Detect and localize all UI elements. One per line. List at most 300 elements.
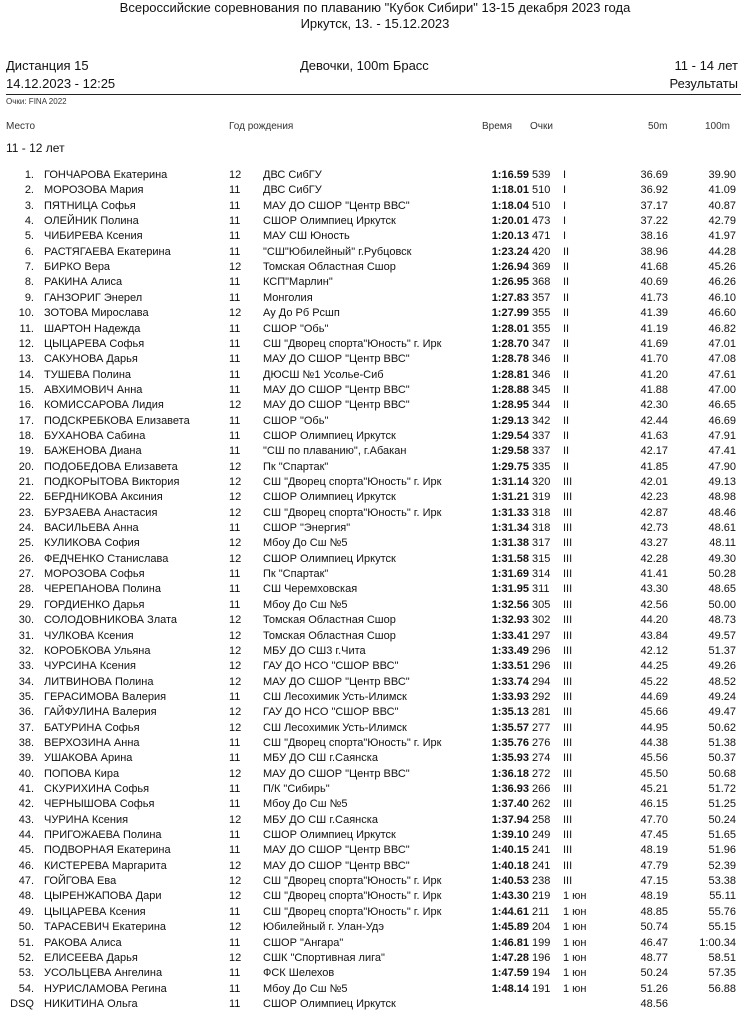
split-100m: 49.26 — [708, 660, 736, 673]
result-time: 1:28.78 — [452, 352, 529, 367]
split-100m: 47.90 — [708, 460, 736, 473]
split-50m: 48.19 — [640, 844, 668, 857]
rank-category: III — [563, 690, 573, 703]
rank-category: 1 юн — [563, 921, 587, 934]
rank-category: III — [563, 552, 573, 565]
rank-category: I — [563, 230, 567, 243]
table-row — [0, 536, 750, 551]
birth-year: 11 — [229, 967, 241, 980]
athlete-name: ЧУЛКОВА Ксения — [44, 629, 134, 642]
points-value: 281 — [532, 706, 551, 719]
table-row — [0, 705, 750, 720]
athlete-name: ЧЕРНЫШОВА Софья — [44, 798, 155, 811]
split-100m: 51.65 — [708, 829, 736, 842]
athlete-name: ТАРАСЕВИЧ Екатерина — [44, 921, 167, 934]
split-100m: 46.82 — [708, 322, 736, 335]
result-time: 1:44.61 — [452, 905, 529, 920]
athlete-name: КУЛИКОВА София — [44, 537, 140, 550]
event-name: Девочки, 100m Брасс — [300, 58, 429, 73]
birth-year: 12 — [229, 506, 242, 519]
athlete-name: ГОРДИЕНКО Дарья — [44, 598, 145, 611]
points-value: 204 — [532, 921, 551, 934]
club-name: СШ Лесохимик Усть-Илимск — [263, 721, 407, 734]
birth-year: 11 — [229, 736, 241, 749]
split-100m: 50.00 — [708, 598, 736, 611]
table-row — [0, 275, 750, 290]
result-time: 1:40.15 — [452, 843, 529, 858]
split-50m: 42.23 — [640, 491, 668, 504]
result-time: 1:31.38 — [452, 536, 529, 551]
rank-category: 1 юн — [563, 951, 587, 964]
place-cell: 44. — [18, 829, 34, 842]
split-50m: 41.70 — [640, 353, 668, 366]
result-time: 1:27.99 — [452, 306, 529, 321]
club-name: МАУ ДО СШОР "Центр ВВС" — [263, 383, 410, 396]
athlete-name: МОРОЗОВА Софья — [44, 568, 145, 581]
split-100m: 53.38 — [708, 875, 736, 888]
athlete-name: БИРКО Вера — [44, 261, 111, 274]
points-value: 241 — [532, 844, 551, 857]
athlete-name: ЦЫЦАРЕВА Ксения — [44, 905, 146, 918]
athlete-name: ЕЛИСЕЕВА Дарья — [44, 951, 138, 964]
place-cell: 18. — [18, 429, 34, 442]
column-split50: 50m — [648, 121, 668, 132]
result-time: 1:31.95 — [452, 582, 529, 597]
age-group-heading: 11 - 12 лет — [6, 141, 65, 155]
split-50m: 43.84 — [640, 629, 668, 642]
athlete-name: ТУШЕВА Полина — [44, 368, 132, 381]
result-time: 1:20.13 — [452, 229, 529, 244]
athlete-name: ШАРТОН Надежда — [44, 322, 141, 335]
result-time: 1:31.21 — [452, 490, 529, 505]
table-row — [0, 659, 750, 674]
place-cell: 40. — [18, 767, 34, 780]
athlete-name: ПОПОВА Кира — [44, 767, 120, 780]
split-50m: 36.92 — [640, 184, 668, 197]
table-row — [0, 690, 750, 705]
table-row — [0, 936, 750, 951]
split-100m: 55.11 — [709, 890, 736, 903]
birth-year: 11 — [229, 598, 241, 611]
points-value: 473 — [532, 215, 551, 228]
points-value: 369 — [532, 261, 551, 274]
birth-year: 11 — [229, 982, 241, 995]
place-cell: 11. — [19, 322, 34, 335]
place-cell: 6. — [24, 245, 34, 258]
place-cell: 34. — [18, 675, 34, 688]
place-cell: 20. — [18, 460, 34, 473]
points-value: 311 — [532, 583, 550, 596]
place-cell: 27. — [18, 568, 34, 581]
birth-year: 12 — [229, 921, 242, 934]
place-cell: 45. — [18, 844, 34, 857]
table-row — [0, 813, 750, 828]
split-100m: 39.90 — [708, 169, 736, 181]
club-name: СШ "Дворец спорта"Юность" г. Ирк — [263, 337, 442, 350]
athlete-name: ГАЙФУЛИНА Валерия — [44, 706, 157, 719]
points-value: 319 — [532, 491, 551, 504]
split-50m: 48.85 — [640, 905, 668, 918]
place-cell: 38. — [18, 736, 34, 749]
club-name: СШ "Дворец спорта"Юность" г. Ирк — [263, 890, 442, 903]
split-50m: 43.30 — [640, 583, 668, 596]
rank-category: 1 юн — [563, 967, 587, 980]
athlete-name: ЦЫЦАРЕВА Софья — [44, 337, 145, 350]
place-cell: 15. — [18, 383, 34, 396]
rank-category: III — [563, 813, 573, 826]
table-row — [0, 982, 750, 997]
rank-category: II — [563, 414, 570, 427]
club-name: СШОР "Энергия" — [263, 522, 351, 535]
result-time: 1:31.69 — [452, 567, 529, 582]
rank-category: I — [563, 215, 567, 228]
place-cell: 24. — [18, 522, 34, 535]
split-100m: 42.79 — [708, 215, 736, 228]
points-value: 344 — [532, 399, 551, 412]
points-value: 277 — [532, 721, 551, 734]
table-row — [0, 874, 750, 889]
split-50m: 45.56 — [640, 752, 668, 765]
club-name: МБУ ДО СШ3 г.Чита — [263, 644, 366, 657]
club-name: СШОР "Обь" — [263, 322, 329, 335]
place-cell: 36. — [18, 706, 34, 719]
rank-category: I — [563, 199, 567, 212]
rank-category: III — [563, 844, 573, 857]
split-100m: 47.61 — [708, 368, 736, 381]
split-50m: 44.95 — [640, 721, 668, 734]
rank-category: III — [563, 644, 573, 657]
meet-title: Всероссийские соревнования по плаванию "Кубок Сибири" 13-15 декабря 2023 года — [119, 0, 631, 15]
place-cell: 42. — [18, 798, 34, 811]
results-label: Результаты — [669, 76, 738, 91]
club-name: Томская Областная Сшор — [263, 261, 396, 274]
result-time: 1:43.30 — [452, 889, 529, 904]
rank-category: III — [563, 875, 573, 888]
athlete-name: ВАСИЛЬЕВА Анна — [44, 522, 139, 535]
result-time: 1:32.93 — [452, 613, 529, 628]
place-cell: 28. — [18, 583, 34, 596]
birth-year: 11 — [229, 337, 241, 350]
club-name: Юбилейный г. Улан-Удэ — [263, 921, 385, 934]
rank-category: II — [563, 245, 570, 258]
split-100m: 48.65 — [708, 583, 736, 596]
athlete-name: СОЛОДОВНИКОВА Злата — [44, 614, 178, 627]
rank-category: II — [563, 291, 570, 304]
place-cell: 43. — [18, 813, 34, 826]
split-50m: 48.19 — [640, 890, 668, 903]
place-cell: 33. — [18, 660, 34, 673]
points-value: 318 — [532, 506, 551, 519]
table-row — [0, 552, 750, 567]
split-50m: 42.12 — [640, 644, 668, 657]
split-100m: 49.57 — [708, 629, 736, 642]
column-time: Время — [482, 121, 513, 132]
result-time: 1:36.93 — [452, 782, 529, 797]
result-time: 1:28.95 — [452, 398, 529, 413]
split-50m: 42.17 — [640, 445, 668, 458]
birth-year: 11 — [229, 429, 241, 442]
place-cell: 54. — [18, 982, 34, 995]
split-50m: 41.63 — [640, 429, 668, 442]
result-time: 1:16.59 — [452, 168, 529, 183]
points-value: 355 — [532, 307, 551, 320]
club-name: СШ Лесохимик Усть-Илимск — [263, 690, 407, 703]
split-100m: 56.88 — [708, 982, 736, 995]
birth-year: 12 — [229, 537, 242, 550]
split-50m: 47.45 — [640, 829, 668, 842]
split-100m: 48.61 — [708, 522, 736, 535]
place-cell: 41. — [18, 783, 34, 795]
result-time: 1:31.58 — [452, 552, 529, 567]
club-name: СШОР Олимпиец Иркутск — [263, 829, 396, 842]
points-value: 294 — [532, 675, 551, 688]
result-time: 1:31.33 — [452, 506, 529, 521]
table-row — [0, 613, 750, 628]
split-100m: 50.62 — [708, 721, 736, 734]
table-row — [0, 966, 750, 981]
result-time: 1:35.93 — [452, 751, 529, 766]
split-100m: 47.00 — [708, 383, 736, 396]
club-name: Ау До Рб Рсшп — [263, 307, 340, 320]
athlete-name: ПОДОБЕДОВА Елизавета — [44, 460, 178, 473]
table-row — [0, 368, 750, 383]
table-row — [0, 782, 750, 797]
points-value: 357 — [532, 291, 551, 304]
result-time: 1:33.51 — [452, 659, 529, 674]
points-value: 346 — [532, 368, 551, 381]
split-50m: 41.19 — [640, 322, 668, 335]
split-50m: 37.22 — [640, 215, 668, 228]
birth-year: 11 — [229, 844, 241, 857]
athlete-name: УСОЛЬЦЕВА Ангелина — [44, 967, 163, 980]
points-value: 196 — [532, 951, 551, 964]
rank-category: II — [563, 383, 570, 396]
split-50m: 42.30 — [640, 399, 668, 412]
club-name: МАУ СШ Юность — [263, 230, 350, 243]
club-name: МАУ ДО СШОР "Центр ВВС" — [263, 859, 410, 872]
points-value: 337 — [532, 445, 551, 458]
split-50m: 42.44 — [640, 414, 668, 427]
split-100m: 45.26 — [708, 261, 736, 274]
table-row — [0, 920, 750, 935]
athlete-name: ЗОТОВА Мирослава — [44, 307, 149, 320]
result-time: 1:29.54 — [452, 429, 529, 444]
split-50m: 50.24 — [640, 967, 668, 980]
rank-category: II — [563, 276, 570, 289]
athlete-name: ВЕРХОЗИНА Анна — [44, 736, 140, 749]
points-value: 510 — [532, 184, 551, 197]
club-name: СШ "Дворец спорта"Юность" г. Ирк — [263, 506, 442, 519]
birth-year: 11 — [229, 368, 241, 381]
table-row — [0, 567, 750, 582]
athlete-name: ГАНЗОРИГ Энерел — [44, 291, 143, 304]
birth-year: 12 — [229, 890, 242, 903]
split-50m: 41.39 — [640, 307, 668, 320]
split-100m: 48.46 — [708, 506, 736, 519]
points-value: 510 — [532, 199, 551, 212]
place-cell: 26. — [18, 552, 34, 565]
place-cell: 39. — [18, 752, 34, 765]
table-row — [0, 521, 750, 536]
birth-year: 11 — [229, 568, 241, 581]
rank-category: III — [563, 660, 573, 673]
header-divider — [6, 94, 741, 95]
place-cell: 1. — [24, 169, 34, 181]
split-50m: 41.73 — [640, 291, 668, 304]
result-time: 1:26.94 — [452, 260, 529, 275]
result-time: 1:37.40 — [452, 797, 529, 812]
birth-year: 12 — [229, 491, 242, 504]
club-name: СШ "Дворец спорта"Юность" г. Ирк — [263, 736, 442, 749]
table-row — [0, 199, 750, 214]
split-100m: 41.97 — [708, 230, 736, 243]
athlete-name: ГЕРАСИМОВА Валерия — [44, 690, 167, 703]
split-100m: 1:00.34 — [699, 936, 736, 949]
athlete-name: КОМИССАРОВА Лидия — [44, 399, 164, 412]
split-50m: 44.38 — [640, 736, 668, 749]
athlete-name: ГОЙГОВА Ева — [44, 875, 117, 888]
club-name: ДВС СибГУ — [263, 169, 322, 181]
rank-category: III — [563, 568, 573, 581]
place-cell: 49. — [18, 905, 34, 918]
result-time: 1:47.59 — [452, 966, 529, 981]
place-cell: 17. — [18, 414, 34, 427]
result-time: 1:35.76 — [452, 736, 529, 751]
table-row — [0, 429, 750, 444]
points-value: 194 — [532, 967, 551, 980]
points-value: 355 — [532, 322, 551, 335]
points-value: 266 — [532, 783, 551, 795]
rank-category: III — [563, 829, 573, 842]
birth-year: 12 — [229, 813, 242, 826]
athlete-name: БЕРДНИКОВА Аксиния — [44, 491, 163, 504]
split-50m: 42.56 — [640, 598, 668, 611]
birth-year: 12 — [229, 460, 242, 473]
split-50m: 41.88 — [640, 383, 668, 396]
column-points: Очки — [530, 121, 553, 132]
table-row — [0, 383, 750, 398]
split-50m: 45.66 — [640, 706, 668, 719]
points-value: 317 — [532, 537, 551, 550]
split-50m: 45.50 — [640, 767, 668, 780]
athlete-name: РАКИНА Алиса — [44, 276, 123, 289]
split-50m: 45.21 — [640, 783, 668, 795]
table-row — [0, 751, 750, 766]
birth-year: 12 — [229, 552, 242, 565]
points-note: Очки: FINA 2022 — [6, 97, 67, 106]
points-value: 471 — [532, 230, 551, 243]
table-row — [0, 629, 750, 644]
place-cell: 37. — [18, 721, 34, 734]
points-value: 314 — [532, 568, 551, 581]
rank-category: III — [563, 506, 573, 519]
event-distance: Дистанция 15 — [6, 58, 89, 73]
table-row — [0, 889, 750, 904]
athlete-name: ПОДВОРНАЯ Екатерина — [44, 844, 171, 857]
club-name: Пк "Спартак" — [263, 568, 329, 581]
points-value: 335 — [532, 460, 551, 473]
table-row — [0, 291, 750, 306]
split-100m: 46.60 — [708, 307, 736, 320]
result-time: 1:45.89 — [452, 920, 529, 935]
place-cell: 22. — [18, 491, 34, 504]
split-50m: 37.17 — [640, 199, 668, 212]
table-row — [0, 229, 750, 244]
club-name: Томская Областная Сшор — [263, 629, 396, 642]
table-row — [0, 260, 750, 275]
place-cell: 31. — [18, 629, 34, 642]
split-100m: 46.69 — [708, 414, 736, 427]
birth-year: 12 — [229, 706, 242, 719]
rank-category: III — [563, 752, 573, 765]
points-value: 368 — [532, 276, 551, 289]
athlete-name: СКУРИХИНА Софья — [44, 783, 150, 795]
place-cell: 25. — [18, 537, 34, 550]
rank-category: 1 юн — [563, 982, 587, 995]
club-name: СШК "Спортивная лига" — [263, 951, 385, 964]
result-time: 1:31.34 — [452, 521, 529, 536]
points-value: 199 — [532, 936, 551, 949]
club-name: Монголия — [263, 291, 313, 304]
result-time: 1:26.95 — [452, 275, 529, 290]
birth-year: 11 — [229, 383, 241, 396]
split-100m: 48.11 — [709, 537, 736, 550]
birth-year: 12 — [229, 644, 242, 657]
birth-year: 11 — [229, 322, 241, 335]
result-time: 1:36.18 — [452, 767, 529, 782]
athlete-name: УШАКОВА Арина — [44, 752, 133, 765]
birth-year: 12 — [229, 307, 242, 320]
split-50m: 47.70 — [640, 813, 668, 826]
athlete-name: КИСТЕРЕВА Маргарита — [44, 859, 167, 872]
club-name: Мбоу До Сш №5 — [263, 798, 348, 811]
club-name: МАУ ДО СШОР "Центр ВВС" — [263, 399, 410, 412]
table-row — [0, 414, 750, 429]
birth-year: 12 — [229, 614, 242, 627]
place-cell: 8. — [24, 276, 34, 289]
split-50m: 51.26 — [640, 982, 668, 995]
place-cell: 9. — [24, 291, 34, 304]
table-row — [0, 797, 750, 812]
table-row — [0, 168, 750, 183]
athlete-name: ФЕДЧЕНКО Станислава — [44, 552, 169, 565]
result-time: 1:18.01 — [452, 183, 529, 198]
rank-category: III — [563, 614, 573, 627]
club-name: ГАУ ДО НСО "СШОР ВВС" — [263, 660, 399, 673]
points-value: 315 — [532, 552, 551, 565]
split-50m: 48.77 — [640, 951, 668, 964]
birth-year: 12 — [229, 875, 242, 888]
club-name: ДВС СибГУ — [263, 184, 322, 197]
birth-year: 11 — [229, 798, 241, 811]
athlete-name: ЧУРСИНА Ксения — [44, 660, 136, 673]
result-time: 1:33.41 — [452, 629, 529, 644]
split-100m: 51.72 — [708, 783, 736, 795]
table-row — [0, 183, 750, 198]
place-cell: 12. — [18, 337, 34, 350]
athlete-name: НУРИСЛАМОВА Регина — [44, 982, 167, 995]
rank-category: III — [563, 522, 573, 535]
table-row — [0, 352, 750, 367]
points-value: 305 — [532, 598, 551, 611]
athlete-name: БУРЗАЕВА Анастасия — [44, 506, 158, 519]
birth-year: 11 — [229, 783, 241, 795]
table-row — [0, 475, 750, 490]
birth-year: 12 — [229, 767, 242, 780]
rank-category: III — [563, 629, 573, 642]
column-year: Год рождения — [229, 121, 294, 132]
club-name: ДЮСШ №1 Усолье-Сиб — [263, 368, 384, 381]
